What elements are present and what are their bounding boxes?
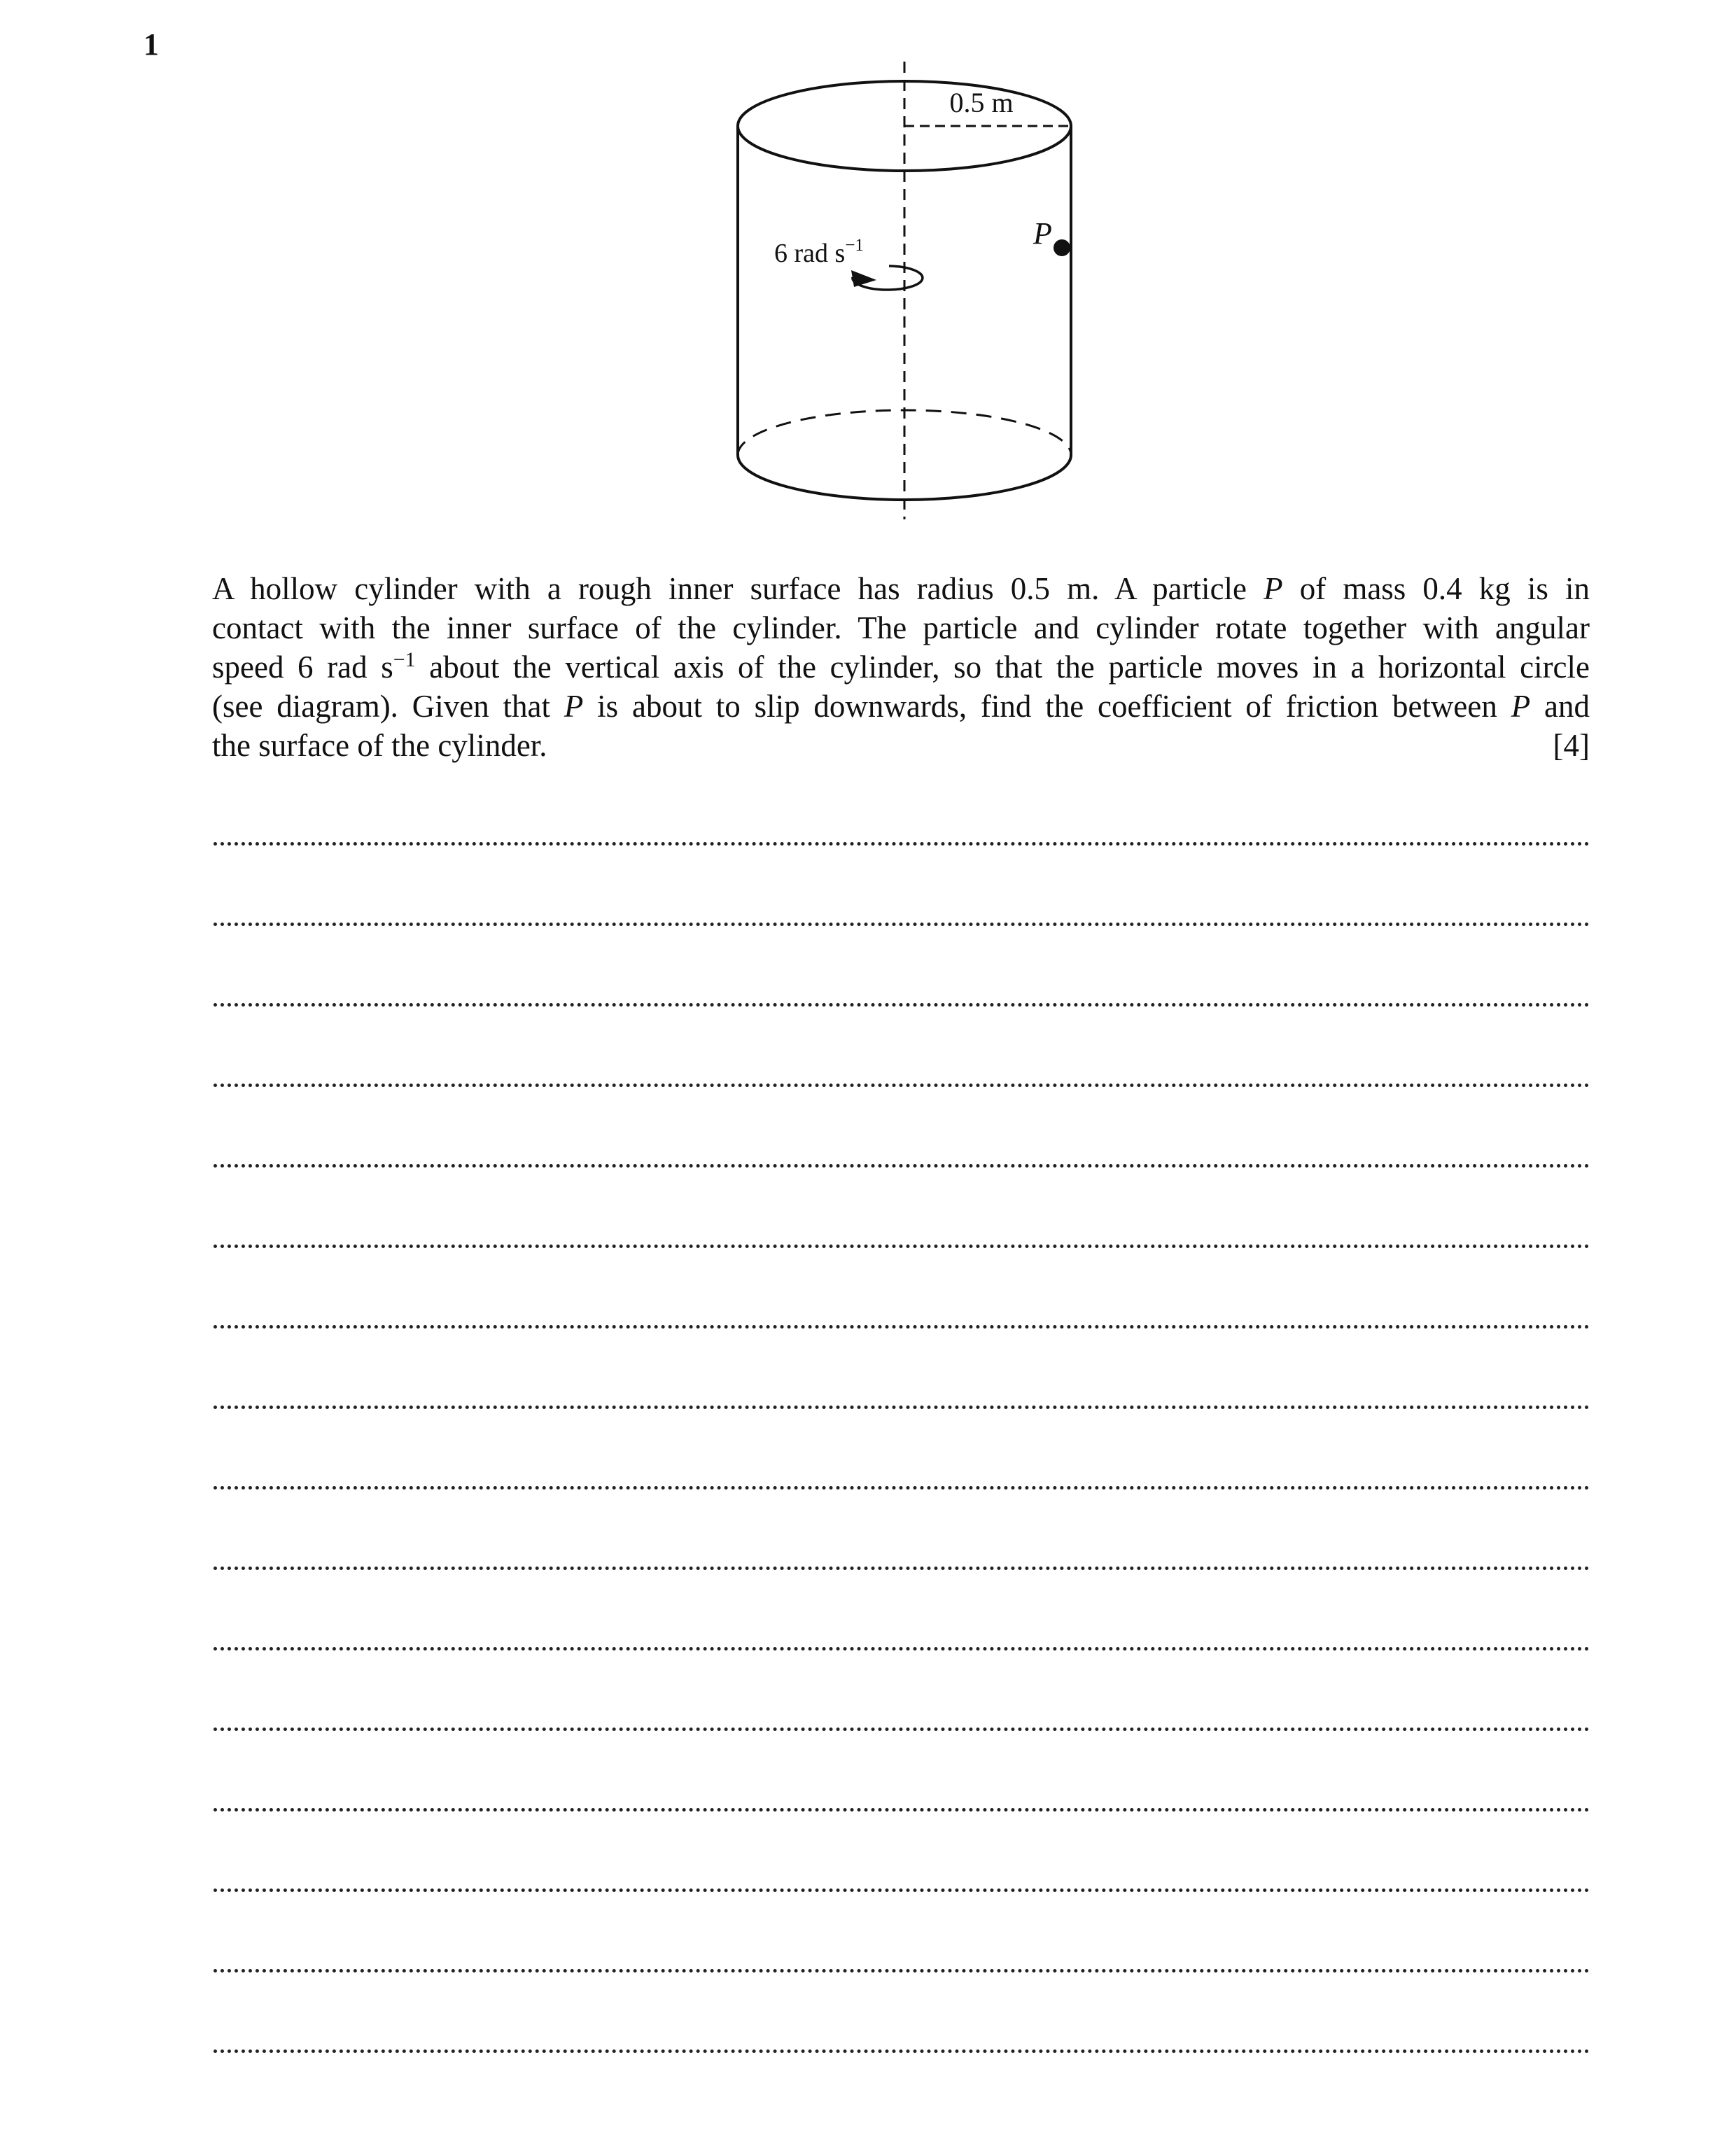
italic-variable: P [564, 689, 584, 724]
question-line: (see diagram). Given that P is about to slip downwards, find the coefficient of friction between P and [212, 689, 1590, 724]
answer-line[interactable] [214, 1486, 1590, 1490]
answer-line[interactable] [214, 1808, 1590, 1812]
answer-line[interactable] [214, 1406, 1590, 1409]
angular-speed-label: 6 rad $s^{-1}$ [774, 236, 864, 268]
answer-line[interactable] [214, 1325, 1590, 1329]
superscript: −1 [393, 648, 416, 671]
particle-dot [1054, 239, 1070, 256]
question-text [212, 569, 1590, 765]
italic-variable: P [1264, 571, 1283, 606]
question-last-line [212, 726, 1590, 765]
question-number: 1 [144, 27, 159, 62]
answer-line[interactable] [214, 842, 1590, 846]
answer-line[interactable] [214, 1728, 1590, 1731]
question-text-end: the surface of the cylinder. [212, 728, 547, 763]
bottom-ellipse-front [738, 455, 1071, 500]
rotation-arrowhead [851, 270, 876, 287]
answer-line[interactable] [214, 1889, 1590, 1892]
italic-variable: P [1511, 689, 1531, 724]
question-line: speed 6 rad $s^{-1}$ about the vertical axis of the cylinder, so that the particle moves in a horizontal circle [212, 648, 1590, 685]
answer-line[interactable] [214, 1003, 1590, 1007]
answer-line[interactable] [214, 1567, 1590, 1570]
radius-label: 0.5 m [949, 87, 1014, 118]
cylinder-diagram [700, 56, 1092, 532]
answer-line[interactable] [214, 923, 1590, 926]
question-body [212, 569, 1590, 726]
answer-area[interactable] [214, 842, 1590, 2130]
marks-label: [4] [1553, 728, 1590, 763]
answer-line[interactable] [214, 1084, 1590, 1087]
question-line: contact with the inner surface of the cylinder. The particle and cylinder rotate together with angular [212, 610, 1590, 645]
answer-line[interactable] [214, 1245, 1590, 1248]
answer-line[interactable] [214, 2050, 1590, 2053]
particle-label: P [1033, 216, 1052, 251]
answer-line[interactable] [214, 1969, 1590, 1973]
answer-line[interactable] [214, 1164, 1590, 1168]
answer-line[interactable] [214, 1647, 1590, 1651]
question-line: A hollow cylinder with a rough inner surface has radius 0.5 m. A particle P of mass 0.4 kg is in [212, 571, 1590, 606]
